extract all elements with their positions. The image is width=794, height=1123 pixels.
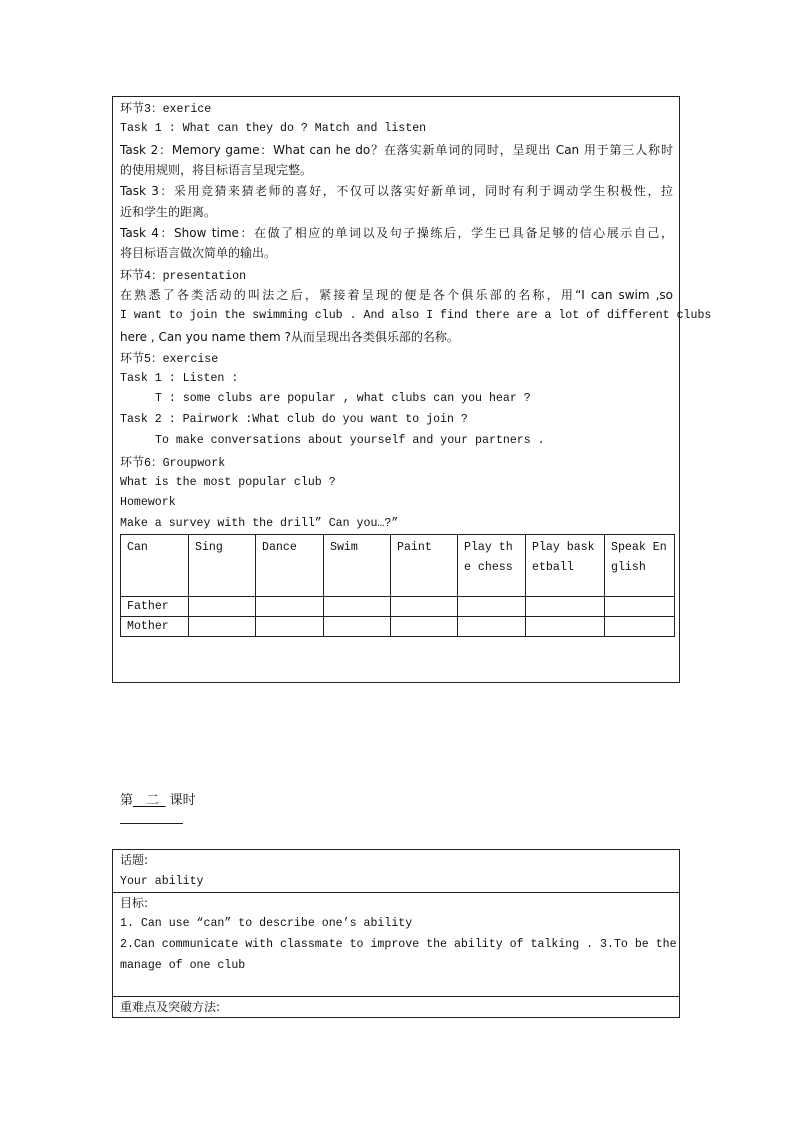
task3-line-cont: 近和学生的距离。 [120,205,217,219]
listen-task: Task 1 : Listen : [120,372,239,385]
table-header-cell: Play the chess [458,535,526,597]
table-row-label: Mother [121,617,189,637]
groupwork-question: What is the most popular club ? [120,476,336,489]
lesson-suffix: 课时 [169,793,196,808]
lesson-prefix: 第 [120,793,134,808]
table-header-cell: Sing [189,535,256,597]
pairwork-task: Task 2 : Pairwork :What club do you want to join ? [120,413,468,426]
divider [113,892,679,893]
task4-line: Task 4：Show time：在做了相应的单词以及句子操练后，学生已具备足够的信心展示自己， [120,226,673,240]
survey-table [120,534,675,637]
goal-label: 目标: [120,896,149,910]
table-header-row [121,535,675,597]
divider [113,996,679,997]
difficulty-label: 重难点及突破方法: [120,1000,221,1014]
lesson-plan-box [112,96,712,683]
goal-item-1: 1. Can use “can” to describe one’s ability [120,917,413,930]
pairwork-detail: To make conversations about yourself and your partners . [155,434,545,447]
table-header-cell: Can [121,535,189,597]
task4-line-cont: 将目标语言做次简单的输出。 [120,246,277,260]
lesson-info-box [112,849,680,1018]
table-cell[interactable] [526,597,605,617]
topic-value: Your ability [120,875,204,888]
table-cell[interactable] [458,617,526,637]
table-cell[interactable] [189,597,256,617]
table-header-cell: Paint [391,535,458,597]
step3-heading: 环节3：exerice [120,101,212,116]
step5-heading: 环节5：exercise [120,351,219,366]
table-row [121,617,675,637]
presentation-line-2: I want to join the swimming club . And also I find there are a lot of different clubs [120,309,712,322]
goal-item-2-cont: manage of one club [120,959,246,972]
table-header-cell: Play basketball [526,535,605,597]
task2-line: Task 2：Memory game：What can he do？在落实新单词的同时，呈现出 Can 用于第三人称时 [120,143,673,157]
homework-heading: Homework [120,496,176,509]
task2-line-cont: 的使用规则，将目标语言呈现完整。 [120,163,313,177]
step6-heading: 环节6：Groupwork [120,455,226,470]
goal-item-2: 2.Can communicate with classmate to improve the ability of talking . 3.To be the [120,938,677,951]
table-cell[interactable] [526,617,605,637]
table-row [121,597,675,617]
step4-heading: 环节4：presentation [120,268,247,283]
presentation-line-1: 在熟悉了各类活动的叫法之后，紧接着呈现的便是各个俱乐部的名称，用“I can swim ,so [120,288,673,302]
table-cell[interactable] [256,597,324,617]
table-header-cell: Dance [256,535,324,597]
table-cell[interactable] [391,617,458,637]
table-cell[interactable] [605,617,675,637]
homework-instruction: Make a survey with the drill” Can you…?” [120,517,399,530]
table-cell[interactable] [256,617,324,637]
task1-line: Task 1 : What can they do ? Match and listen [120,122,427,135]
table-row-label: Father [121,597,189,617]
table-cell[interactable] [391,597,458,617]
topic-label: 话题: [120,853,149,867]
lesson-number: __二_ [133,793,166,808]
table-cell[interactable] [605,597,675,617]
lesson-number-label [120,789,196,808]
table-header-cell: Swim [324,535,391,597]
listen-question: T : some clubs are popular , what clubs can you hear ? [155,392,531,405]
blank-underline [120,823,183,824]
table-cell[interactable] [324,617,391,637]
table-cell[interactable] [189,617,256,637]
task3-line: Task 3：采用竞猜来猜老师的喜好，不仅可以落实好新单词，同时有利于调动学生积极性，拉 [120,184,673,198]
table-cell[interactable] [324,597,391,617]
table-header-cell: Speak English [605,535,675,597]
table-cell[interactable] [458,597,526,617]
presentation-line-3: here , Can you name them ?从而呈现出各类俱乐部的名称。 [120,330,459,344]
